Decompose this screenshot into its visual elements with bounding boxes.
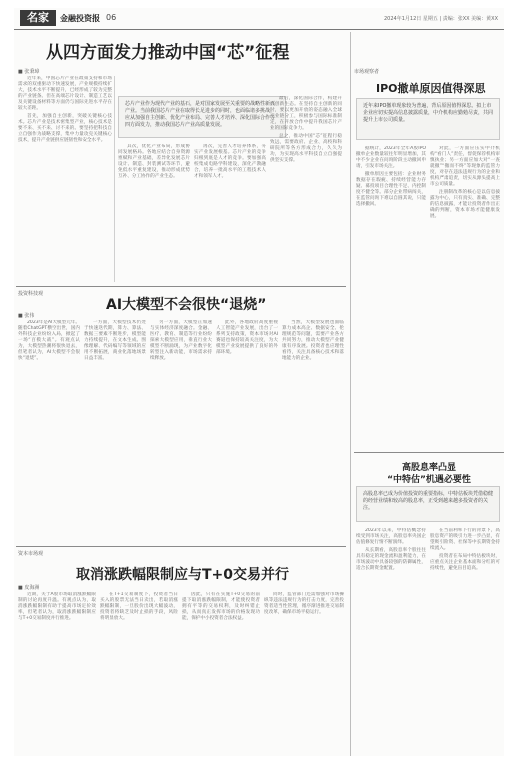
article1-col3	[194, 144, 266, 282]
article3-col4	[264, 592, 344, 752]
article2-col2	[84, 320, 146, 542]
sidebar2-title-line2: “中特估”机遇必要性	[387, 475, 471, 485]
sidebar2-paragraph: 在当前利率下行的背景下，高股息资产的吸引力进一步凸显，有望吸引险资、社保等中长期资金持续流入。	[430, 528, 500, 551]
article1-paragraph: 首先，加强自主创新，突破关键核心技术。芯片产业是技术密集型产业，核心技术是要不来、买不来、讨不来的。要坚持把科技自立自强作为战略支撑，集中力量攻克关键核心技术，提升产业链供应链韧性和安全水平。	[18, 114, 112, 143]
sidebar1-paragraph: 对此，一方面应压实中介机构“看门人”责任，督促保荐机构审慎执业；另一方面应加大对“一查就撤”“撤而不终”等现象的监管力度，对存在违法违规行为的企业和机构严肃追责，切实从源头提高上市公司质量。	[430, 146, 500, 187]
article1-paragraph: 其次，优化产业布局，形成协同发展格局。各地应结合自身资源禀赋和产业基础，差异化发展芯片设计、制造、封装测试等环节，避免低水平重复建设，推动形成优势互补、分工协作的产业生态。	[118, 144, 190, 179]
article1-paragraph: 最后，深化国际合作，构建开放创新生态。在坚持自主创新的同时，要以更加开放的姿态融入全球产业链分工，积极参与国际标准制定，在开放合作中提升我国芯片产业的国际竞争力。	[270, 96, 342, 131]
sidebar1-col1	[356, 146, 426, 446]
article3-col2	[100, 592, 178, 752]
article3-col1	[18, 592, 96, 752]
article2-byline: ■ 张伟	[18, 313, 35, 319]
sidebar2-paragraph: 从长期看，高股息率个股往往具有稳定的现金流和盈利能力，在市场波动中具备较强的防御属性，适合长期资金配置。	[356, 548, 426, 571]
sidebar2-title-line1: 高股息率凸显	[401, 463, 456, 473]
section-divider	[16, 286, 346, 287]
page-header	[14, 8, 504, 30]
page-number: 06	[106, 13, 117, 22]
article3-col3	[182, 592, 260, 752]
article3-paragraph: 同时，监管部门还需加强对市场操纵等违法违规行为的打击力度，完善投资者适当性管理，循序渐进推进交易制度改革，确保市场平稳运行。	[264, 592, 344, 615]
article2-paragraph: 2023年是AI大模型元年。随着ChatGPT横空出世，国内外科技企业纷纷入局，掀起了一场“百模大战”。有观点认为，大模型热潮将很快退去，但笔者认为，AI大模型不会很快“退烧”。	[18, 320, 80, 361]
article2-col3	[150, 320, 212, 542]
sidebar1-column-label: 市场观察者	[354, 69, 380, 75]
article3-paragraph: 因此，只有在实施T+0交易的前提下取消涨跌幅限制，才能使投资者拥有平等的交易权利，及时纠错止损，从而真正发挥市场的价格发现功能，保护中小投资者合法权益。	[182, 592, 260, 621]
brand-logo: 名家	[20, 10, 56, 26]
article3-title: 取消涨跌幅限制应与T+0交易并行	[76, 567, 290, 583]
article1-paragraph: 总之，推动中国“芯”征程行稳致远，需要政府、企业、高校和科研院所等各方形成合力，久久为功，为实现高水平科技自立自强提供坚实支撑。	[270, 134, 342, 163]
article2-column-label: 投资科技观	[18, 291, 44, 297]
sidebar2-paragraph: 投资者在布局中特估板块时，应重点关注企业基本面和分红的可持续性，避免盲目追高。	[430, 554, 500, 571]
article2-paragraph: 此外，各地政府高度重视人工智能产业发展，出台了一系列支持政策，资本市场对AI赛道也保持较高关注度，为大模型产业发展提供了良好的外部环境。	[216, 320, 278, 355]
article3-paragraph: 近期，关于A股市场取消涨跌幅限制的讨论再度升温。有观点认为，取消涨跌幅限制有助于提高市场定价效率，但笔者认为，取消涨跌幅限制应与T+0交易制度并行推进。	[18, 592, 96, 621]
article2-col1	[18, 320, 80, 542]
sidebar1-title: IPO撤单原因值得深思	[376, 82, 486, 95]
article2-col4	[216, 320, 278, 542]
section-name: 金融投资报	[60, 14, 100, 23]
sidebar1-paragraph: 据统计，2023年全年A股IPO撤单企业数量较往年明显增加，其中不少企业在问询阶段主动撤回申请，引发市场关注。	[356, 146, 426, 169]
article1-col1	[18, 76, 112, 282]
article1-byline: ■ 张秉璋	[18, 69, 40, 75]
section-divider	[16, 546, 346, 547]
sidebar1-lead: 近年来IPO撤单现象较为普遍，背后原因值得深思。拟上市企业应切实提高信息披露质量，中介机构应勤勉尽责，共同提升上市公司质量。	[356, 98, 500, 140]
sidebar2-lead: 高股息率已成为价值投资的重要指标，中特估板块凭借稳健的经营业绩和较高的股息率，正受到越来越多投资者的关注。	[356, 486, 500, 522]
article2-paragraph: 当然，大模型发展也面临算力成本高企、数据安全、伦理规范等问题，需要产业各方共同努力，推动大模型产业健康有序发展。投资者也应理性看待，关注具备核心技术和落地能力的企业。	[282, 320, 344, 361]
article3-column-label: 资本市场观	[18, 551, 44, 557]
sidebar1-col2	[430, 146, 500, 446]
article1-col2	[118, 144, 190, 282]
article2-paragraph: 一方面，大模型技术仍处于快速迭代期，算力、算法、数据三要素不断进步，模型能力持续提升，在文本生成、图像理解、代码编写等领域的应用不断拓展，商业化落地场景日益丰富。	[84, 320, 146, 361]
article1-title: 从四方面发力推动中国“芯”征程	[46, 43, 290, 63]
article1-paragraph: 近年来，中国芯片产业在政策支持和市场需求的双重驱动下快速发展，产业规模持续扩大，技术水平不断提升，已经形成了较为完整的产业链条。但在高端芯片设计、制造工艺以及关键设备材料等方面仍与国际先进水平存在较大差距。	[18, 76, 112, 111]
sidebar2-paragraph: 2023年以来，中特估概念持续受到市场关注，高股息率央国企估值修复行情不断演绎。	[356, 528, 426, 545]
column-divider	[114, 76, 115, 282]
main-sidebar-divider	[350, 32, 351, 756]
article1-paragraph: 再次，完善人才培养体系，夯实产业发展根基。芯片产业的竞争归根到底是人才的竞争。要加强高校集成电路学科建设，深化产教融合，培养一批高水平的工程技术人才和领军人才。	[194, 144, 266, 179]
article3-paragraph: 在T+1交易制度下，投资者当日买入的股票无法当日卖出，若取消涨跌幅限制，一旦股价出现大幅波动，投资者将缺乏及时止损的手段，风险将明显放大。	[100, 592, 178, 621]
article3-byline: ■ 皮海洲	[18, 585, 40, 591]
sidebar2-col2	[430, 528, 500, 752]
article1-lead: 芯片产业作为现代产业的基石，是对国家发展至关重要的战略性新兴产业。当前我国芯片产业在取得长足进步的同时，也面临诸多挑战。应从加强自主创新、优化产业布局、完善人才培养、深化国际合作等四方面发力，推动我国芯片产业高质量发展。	[118, 96, 286, 138]
newspaper-page	[14, 8, 504, 756]
date-line: 2024年1月12日 星期五 | 责编：张XX 美编：黄XX	[383, 16, 498, 22]
article1-col4	[270, 96, 342, 282]
sidebar2-col1	[356, 528, 426, 752]
section-divider	[354, 452, 504, 453]
sidebar1-paragraph: 撤单原因主要包括：企业财务数据存在瑕疵、持续经营能力存疑、募投项目合理性不足、内控制度不健全等。部分企业带病闯关，在监管问询下难以自圆其说，只能选择撤回。	[356, 172, 426, 207]
article2-paragraph: 另一方面，大模型正加速与实体经济深度融合。金融、医疗、教育、制造等行业纷纷探索大模型应用，垂直行业大模型不断涌现，为产业数字化转型注入新动能，市场需求持续释放。	[150, 320, 212, 361]
article2-title: AI大模型不会很快“退烧”	[106, 297, 267, 313]
sidebar1-paragraph: 注册制改革的核心是以信息披露为中心，只有真实、准确、完整的信息披露，才能让投资者作出正确的判断，资本市场才能健康发展。	[430, 190, 500, 219]
article2-col5	[282, 320, 344, 542]
